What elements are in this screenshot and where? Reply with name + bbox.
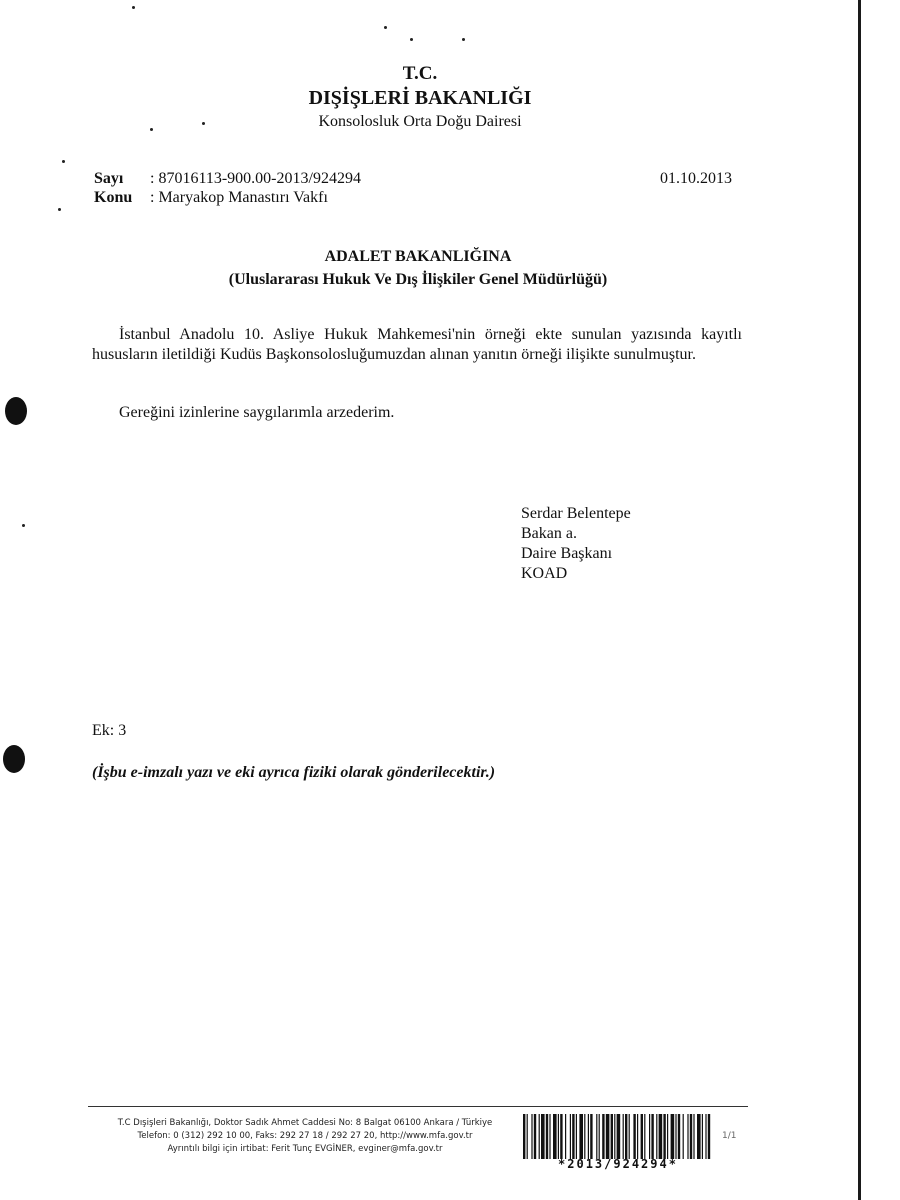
sayi-label: Sayı — [94, 170, 124, 187]
barcode-bar — [683, 1114, 684, 1159]
attachment-count: Ek: 3 — [92, 722, 127, 739]
barcode-bar — [531, 1114, 532, 1159]
page-mark: 1/1 — [722, 1131, 737, 1141]
barcode-bar — [560, 1114, 562, 1159]
signatory-line-2: Bakan a. — [521, 525, 577, 542]
barcode-bar — [690, 1114, 692, 1159]
signatory-unit: KOAD — [521, 565, 568, 582]
footer-line-3: Ayrıntılı bilgi için irtibat: Ferit Tunç EVGİNER, evginer@mfa.gov.tr — [167, 1144, 443, 1154]
barcode-bar — [687, 1114, 688, 1159]
barcode-bar — [678, 1114, 680, 1159]
footer-divider — [88, 1106, 748, 1107]
scan-edge-line — [858, 0, 861, 1200]
barcode-bar — [625, 1114, 627, 1159]
body-paragraph-1: İstanbul Anadolu 10. Asliye Hukuk Mahkemesi'nin örneği ekte sunulan yazısında kayıtlı hususların iletildiği Kudüs Başkonsolosluğumuzdan alınan yanıtın örneği ilişikte sunulmuştur. — [92, 326, 742, 363]
scan-speck — [410, 38, 413, 41]
recipient-line-2: (Uluslararası Hukuk Ve Dış İlişkiler Genel Müdürlüğü) — [228, 271, 608, 288]
barcode-bar — [671, 1114, 675, 1159]
scan-speck — [22, 524, 25, 527]
barcode-bar — [541, 1114, 545, 1159]
barcode-bar — [599, 1114, 600, 1159]
barcode-bar — [697, 1114, 701, 1159]
barcode-bar — [579, 1114, 583, 1159]
barcode — [523, 1114, 713, 1159]
barcode-bar — [534, 1114, 536, 1159]
barcode-bar — [637, 1114, 638, 1159]
barcode-bar — [523, 1114, 525, 1159]
scan-speck — [58, 208, 61, 211]
header-tc: T.C. — [402, 63, 438, 84]
barcode-bar — [623, 1114, 624, 1159]
punch-hole-upper — [5, 397, 27, 425]
barcode-bar — [656, 1114, 657, 1159]
barcode-bar — [708, 1114, 710, 1159]
barcode-number: *2013/924294* — [558, 1157, 678, 1171]
barcode-bar — [644, 1114, 645, 1159]
barcode-bar — [667, 1114, 668, 1159]
barcode-bar — [588, 1114, 589, 1159]
sayi-row — [94, 170, 361, 188]
recipient-line-1: ADALET BAKANLIĞINA — [324, 248, 512, 265]
signatory-name: Serdar Belentepe — [521, 505, 631, 522]
barcode-bar — [702, 1114, 703, 1159]
signatory-title: Daire Başkanı — [521, 545, 613, 562]
document-date: 01.10.2013 — [660, 170, 732, 187]
scan-speck — [462, 38, 465, 41]
scan-speck — [62, 160, 65, 163]
barcode-bar — [611, 1114, 613, 1159]
punch-hole-lower — [3, 745, 25, 773]
barcode-bar — [617, 1114, 621, 1159]
barcode-bar — [553, 1114, 557, 1159]
barcode-bar — [527, 1114, 528, 1159]
barcode-bar — [539, 1114, 540, 1159]
body-paragraph-2: Gereğini izinlerine saygılarımla arzederim. — [119, 404, 395, 421]
barcode-bar — [565, 1114, 566, 1159]
signature-block — [521, 504, 631, 584]
barcode-bar — [590, 1114, 592, 1159]
barcode-bar — [584, 1114, 585, 1159]
konu-value: : Maryakop Manastırı Vakfı — [150, 189, 328, 206]
scan-speck — [384, 26, 387, 29]
sayi-value: : 87016113-900.00-2013/924294 — [150, 170, 361, 187]
barcode-bar — [641, 1114, 643, 1159]
barcode-bar — [633, 1114, 635, 1159]
barcode-bar — [649, 1114, 650, 1159]
barcode-bar — [549, 1114, 550, 1159]
barcode-bar — [558, 1114, 559, 1159]
barcode-bar — [705, 1114, 706, 1159]
barcode-bar — [570, 1114, 571, 1159]
barcode-bar — [596, 1114, 597, 1159]
ministry-name: DIŞİŞLERİ BAKANLIĞI — [308, 87, 532, 109]
barcode-bar — [614, 1114, 615, 1159]
barcode-bar — [546, 1114, 548, 1159]
barcode-bar — [659, 1114, 663, 1159]
barcode-bar — [606, 1114, 610, 1159]
barcode-bar — [602, 1114, 604, 1159]
footer-line-1: T.C Dışişleri Bakanlığı, Doktor Sadık Ahmet Caddesi No: 8 Balgat 06100 Ankara / Türkiye — [117, 1118, 493, 1128]
department-name: Konsolosluk Orta Doğu Dairesi — [318, 113, 522, 130]
barcode-bar — [675, 1114, 676, 1159]
footer-line-2: Telefon: 0 (312) 292 10 00, Faks: 292 27 18 / 292 27 20, http://www.mfa.gov.tr — [137, 1131, 473, 1141]
barcode-bar — [663, 1114, 665, 1159]
scan-speck — [132, 6, 135, 9]
barcode-bar — [651, 1114, 653, 1159]
barcode-bar — [576, 1114, 577, 1159]
barcode-bar — [629, 1114, 630, 1159]
footer-address — [90, 1117, 520, 1156]
barcode-bar — [693, 1114, 694, 1159]
konu-row — [94, 189, 328, 207]
barcode-bar — [572, 1114, 574, 1159]
konu-label: Konu — [94, 189, 133, 206]
e-signature-note: (İşbu e-imzalı yazı ve eki ayrıca fiziki olarak gönderilecektir.) — [92, 764, 496, 781]
